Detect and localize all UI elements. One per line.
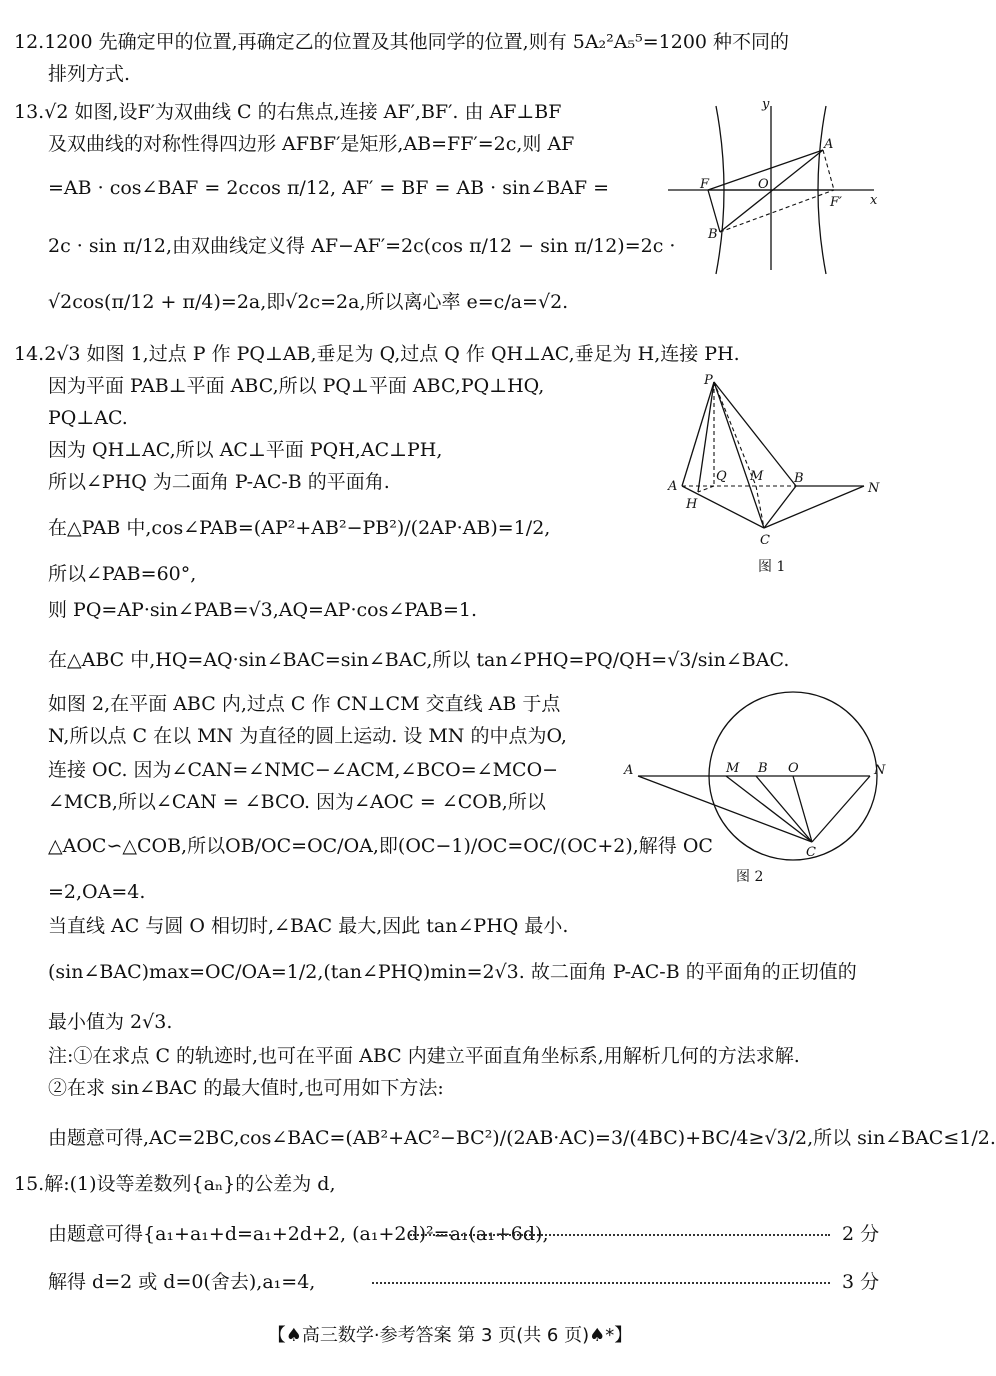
score-3: 3 分 [842, 1271, 880, 1293]
answer-14-line10: 如图 2,在平面 ABC 内,过点 C 作 CN⊥CM 交直线 AB 于点 [48, 693, 561, 715]
answer-13-line1: 13.√2 如图,设F′为双曲线 C 的右焦点,连接 AF′,BF′. 由 AF⊥BF [14, 101, 562, 123]
label-A: A [624, 763, 634, 778]
page-footer: 【♠高三数学·参考答案 第 3 页(共 6 页)♠*】 [267, 1325, 633, 1346]
label-y: y [762, 97, 770, 112]
answer-14-line4: 因为 QH⊥AC,所以 AC⊥平面 PQH,AC⊥PH, [48, 439, 443, 461]
answer-13-line2: 及双曲线的对称性得四边形 AFBF′是矩形,AB=FF′=2c,则 AF [48, 133, 575, 155]
figure-2-circle [622, 690, 884, 862]
answer-12-line2: 排列方式. [48, 63, 131, 85]
answer-15-line3: 解得 d=2 或 d=0(舍去),a₁=4, [48, 1271, 316, 1293]
figure-2-caption: 图 2 [736, 869, 764, 885]
answer-15-line1: 15.解:(1)设等差数列{aₙ}的公差为 d, [14, 1173, 336, 1195]
note-line3: 由题意可得,AC=2BC,cos∠BAC=(AB²+AC²−BC²)/(2AB·AC)=3/(4BC)+BC/4≥√3/2,所以 sin∠BAC≤1/2. [48, 1127, 996, 1149]
label-B: B [758, 761, 768, 776]
answer-14-line2: 因为平面 PAB⊥平面 ABC,所以 PQ⊥平面 ABC,PQ⊥HQ, [48, 375, 545, 397]
segment-AF-prime [823, 150, 834, 190]
answer-15-line2: 由题意可得{a₁+a₁+d=a₁+2d+2, (a₁+2d)²=a₁(a₁+6d), [48, 1223, 549, 1245]
label-B: B [708, 227, 718, 242]
label-M: M [750, 469, 764, 484]
label-Q: Q [716, 469, 727, 484]
hyperbola-figure [668, 98, 888, 274]
label-A: A [824, 137, 834, 152]
label-B: B [794, 471, 804, 486]
segment-BF [708, 190, 720, 232]
answer-14-line3: PQ⊥AC. [48, 407, 128, 429]
answer-14-line6: 在△PAB 中,cos∠PAB=(AP²+AB²−PB²)/(2AP·AB)=1/2, [48, 517, 551, 539]
label-N: N [874, 763, 886, 778]
label-x: x [870, 193, 878, 208]
answer-14-line18: 最小值为 2√3. [48, 1011, 173, 1033]
label-C: C [806, 845, 816, 860]
answer-14-line9: 在△ABC 中,HQ=AQ·sin∠BAC=sin∠BAC,所以 tan∠PHQ=PQ/QH=√3/sin∠BAC. [48, 649, 790, 671]
label-F: F [700, 177, 710, 192]
answer-14-line17: (sin∠BAC)max=OC/OA=1/2,(tan∠PHQ)min=2√3. 故二面角 P-AC-B 的平面角的正切值的 [48, 961, 857, 983]
answer-14-line11: N,所以点 C 在以 MN 为直径的圆上运动. 设 MN 的中点为O, [48, 725, 567, 747]
dotted-leader [410, 1234, 830, 1236]
answer-14-line1: 14.2√3 如图 1,过点 P 作 PQ⊥AB,垂足为 Q,过点 Q 作 QH⊥AC,垂足为 H,连接 PH. [14, 343, 740, 365]
answer-13-line3: =AB · cos∠BAF = 2ccos π/12, AF′ = BF = AB · sin∠BAF = [48, 177, 610, 199]
answer-13-line5: √2cos(π/12 + π/4)=2a,即√2c=2a,所以离心率 e=c/a=√2. [48, 291, 569, 313]
segment-BF-prime [720, 190, 834, 232]
answer-14-line8: 则 PQ=AP·sin∠PAB=√3,AQ=AP·cos∠PAB=1. [48, 599, 478, 621]
answer-14-line15: =2,OA=4. [48, 881, 146, 903]
label-A: A [668, 479, 678, 494]
note-line2: ②在求 sin∠BAC 的最大值时,也可用如下方法: [48, 1077, 444, 1099]
label-O: O [758, 177, 769, 192]
note-line1: 注:①在求点 C 的轨迹时,也可在平面 ABC 内建立平面直角坐标系,用解析几何的方法求解. [48, 1045, 800, 1067]
label-C: C [760, 533, 770, 548]
label-P: P [704, 373, 713, 388]
label-M: M [726, 761, 740, 776]
answer-14-line5: 所以∠PHQ 为二面角 P-AC-B 的平面角. [48, 471, 390, 493]
label-N: N [868, 481, 880, 496]
answer-14-line7: 所以∠PAB=60°, [48, 563, 197, 585]
label-O: O [788, 761, 799, 776]
answer-12-line1: 12.1200 先确定甲的位置,再确定乙的位置及其他同学的位置,则有 5A₂²A₅⁵=1200 种不同的 [14, 31, 790, 53]
figure-1-pyramid [668, 372, 886, 562]
figure-1-caption: 图 1 [758, 559, 786, 575]
answer-14-line14: △AOC∽△COB,所以OB/OC=OC/OA,即(OC−1)/OC=OC/(OC+2),解得 OC [48, 835, 713, 857]
dotted-leader [372, 1282, 830, 1284]
answer-14-line12: 连接 OC. 因为∠CAN=∠NMC−∠ACM,∠BCO=∠MCO− [48, 759, 559, 781]
answer-14-line16: 当直线 AC 与圆 O 相切时,∠BAC 最大,因此 tan∠PHQ 最小. [48, 915, 569, 937]
answer-13-line4: 2c · sin π/12,由双曲线定义得 AF−AF′=2c(cos π/12 − sin π/12)=2c · [48, 235, 676, 257]
answer-14-line13: ∠MCB,所以∠CAN = ∠BCO. 因为∠AOC = ∠COB,所以 [48, 791, 546, 813]
label-H: H [686, 497, 698, 512]
label-F-prime: F′ [830, 195, 842, 210]
score-2: 2 分 [842, 1223, 880, 1245]
